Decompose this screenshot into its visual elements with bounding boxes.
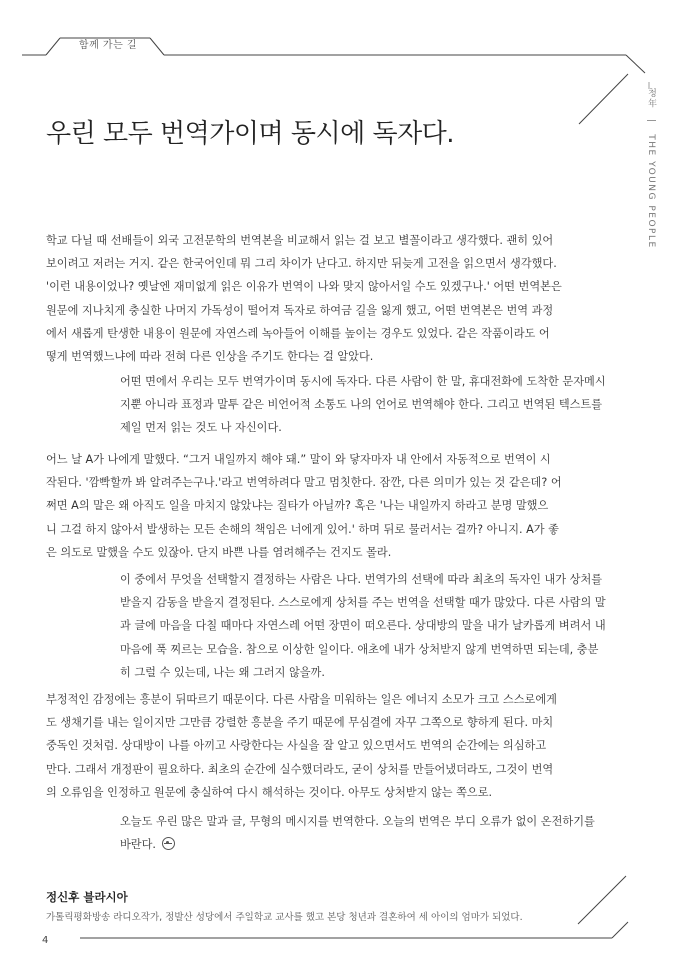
text-line: 부정적인 감정에는 흥분이 뒤따르기 때문이다. 다른 사람을 미워하는 일은 에너지 소모가 크고 스스로에게: [46, 693, 557, 706]
text-line: 도 생채기를 내는 일이지만 그만큼 강렬한 흥분을 주기 때문에 무심결에 자꾸 그쪽으로 향하게 된다. 마치: [46, 716, 554, 730]
text-line: [120, 833, 618, 856]
text-line: 니 그걸 하지 않아서 발생하는 모든 손해의 책임은 너에게 있어.' 하며 뒤로 물러서는 걸까? 아니지. A가 좋: [46, 522, 559, 536]
text-line: 에서 새롭게 탄생한 내용이 원문에 자연스레 녹아들어 이해를 높이는 경우도 있었다. 같은 작품이라도 어: [46, 326, 550, 340]
text-line: 어떤 면에서 우리는 모두 번역가이며 동시에 독자다. 다른 사람이 한 말, 휴대전화에 도착한 문자메시: [120, 375, 606, 388]
text-line: '이런 내용이었나? 옛날엔 재미없게 읽은 이유가 번역이 나와 맞지 않아서일 수도 있겠구나.' 어떤 번역본은: [46, 280, 562, 294]
text-line: 받을지 감동을 받을지 결정된다. 스스로에게 상처를 주는 번역을 선택할 때가 많았다. 다른 사람의 말: [120, 596, 606, 610]
text-line: 어느 날 A가 나에게 말했다. “그거 내일까지 해야 돼.” 말이 와 닿자마자 내 안에서 자동적으로 번역이 시: [46, 453, 551, 466]
text-line: 지뿐 아니라 표정과 말투 같은 비언어적 소통도 나의 언어로 번역해야 한다. 그리고 번역된 텍스트를: [120, 398, 603, 412]
text-line-end: 바란다.: [120, 838, 156, 852]
text-line: 작된다. '깜빡할까 봐 알려주는구나.'라고 번역하려다 말고 멈칫한다. 잠깐, 다른 의미가 있는 것 같은데? 어: [46, 476, 562, 490]
section-tab: 함께 가는 길: [78, 40, 138, 51]
side-label-korean: 청年: [646, 88, 656, 109]
text-line: 의 오류임을 인정하고 원문에 충실하여 다시 해석하는 것이다. 아무도 상처받지 않는 쪽으로.: [46, 785, 493, 799]
author-bio: 가톨릭평화방송 라디오작가, 정발산 성당에서 주일학교 교사를 했고 본당 청년과 결혼하여 세 아이의 엄마가 되었다.: [46, 912, 523, 923]
author-name: 정신후 블라시아: [46, 890, 128, 904]
text-line: 히 그럴 수 있는데, 나는 왜 그러지 않을까.: [120, 665, 325, 679]
text-line: 과 글에 마음을 다칠 때마다 자연스레 어떤 장면이 떠오른다. 상대방의 말을 내가 날카롭게 벼려서 내: [120, 619, 606, 633]
text-line: 이 중에서 무엇을 선택할지 결정하는 사람은 나다. 번역가의 선택에 따라 최초의 독자인 내가 상처를: [120, 573, 603, 586]
page-number: 4: [42, 935, 49, 946]
text-line: 은 의도로 말했을 수도 있잖아. 단지 바쁜 나를 염려해주는 건지도 몰라.: [46, 545, 392, 559]
side-label-english: THE YOUNG PEOPLE: [646, 134, 656, 249]
text-line: 제일 먼저 읽는 것도 나 자신이다.: [120, 421, 282, 435]
indented-paragraph-3: [120, 810, 618, 856]
text-line: 떻게 번역했느냐에 따라 전혀 다른 인상을 주기도 한다는 걸 알았다.: [46, 350, 374, 364]
body-paragraph-3: [46, 688, 566, 804]
side-running-title: [640, 88, 658, 249]
end-mark-icon: [162, 837, 175, 850]
text-line: 마음에 푹 찌르는 모습을. 참으로 이상한 일이다. 애초에 내가 상처받지 않게 번역하면 되는데, 충분: [120, 642, 599, 656]
text-line: 원문에 지나치게 충실한 나머지 가독성이 떨어져 독자로 하여금 길을 잃게 했고, 어떤 번역본은 번역 과정: [46, 303, 554, 317]
text-line: 보이려고 저러는 거지. 같은 한국어인데 뭐 그리 차이가 난다고. 하지만 뒤늦게 고전을 읽으면서 생각했다.: [46, 257, 557, 271]
page-title: 우린 모두 번역가이며 동시에 독자다.: [46, 119, 455, 149]
indented-paragraph-1: [120, 370, 618, 440]
text-line: 학교 다닐 때 선배들이 외국 고전문학의 번역본을 비교해서 읽는 걸 보고 별꼴이라고 생각했다. 괜히 있어: [46, 234, 554, 247]
header-frame: [0, 0, 688, 200]
text-line: 만다. 그래서 개정판이 필요하다. 최초의 순간에 실수했더라도, 굳이 상처를 만들어냈더라도, 그것이 번역: [46, 762, 554, 776]
body-paragraph-2: [46, 448, 566, 564]
side-divider: |: [646, 119, 656, 124]
text-line: 오늘도 우린 많은 말과 글, 무형의 메시지를 번역한다. 오늘의 번역은 부디 오류가 없이 온전하기를: [120, 815, 595, 828]
body-paragraph-1: [46, 229, 566, 368]
indented-paragraph-2: [120, 568, 618, 684]
text-line: 중독인 것처럼. 상대방이 나를 아끼고 사랑한다는 사실을 잘 알고 있으면서도 번역의 순간에는 의심하고: [46, 739, 547, 753]
text-line: 쩌면 A의 말은 왜 아직도 일을 마치지 않았냐는 질타가 아닐까? 혹은 '나는 내일까지 하라고 분명 말했으: [46, 499, 549, 513]
